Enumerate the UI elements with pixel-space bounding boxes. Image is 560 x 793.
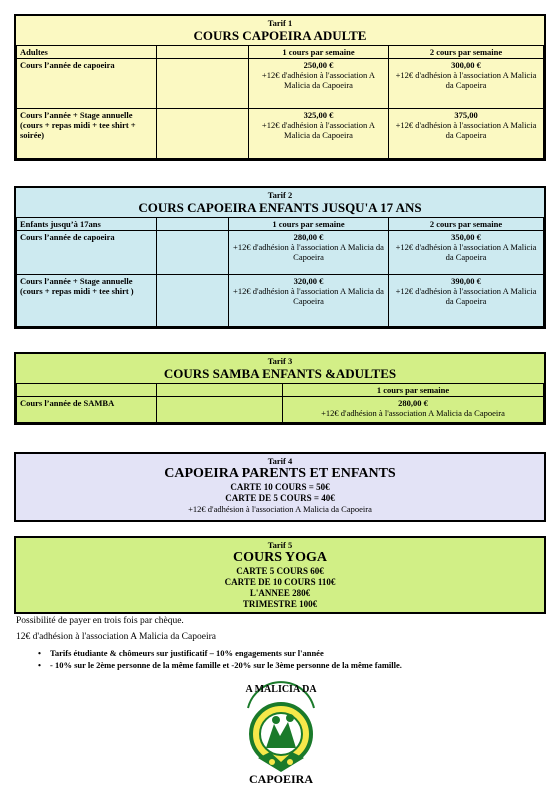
adhesion-note: +12€ d'adhésion à l'association A Malicia da Capoeira [395,120,537,140]
tarif1-col2: 2 cours par semaine [389,46,544,59]
tarif5-line2: CARTE DE 10 COURS 110€ [224,577,336,587]
price: 375,00 [454,110,478,120]
tarif5-title: COURS YOGA [233,550,327,565]
price: 390,00 € [451,276,481,286]
tarif4-title: CAPOEIRA PARENTS ET ENFANTS [164,466,396,481]
price: 280,00 € [398,398,428,408]
tarif3-block [14,352,546,425]
price: 280,00 € [293,232,324,242]
tarif4-line2: CARTE DE 5 COURS = 40€ [225,493,335,503]
tarif1-title: COURS CAPOEIRA ADULTE [193,28,367,43]
adhesion-note: +12€ d'adhésion à l'association A Malicia da Capoeira [395,70,537,90]
tarif4-block [14,452,546,522]
price: 325,00 € [303,110,334,120]
tarif4-note: +12€ d'adhésion à l'association A Malicia da Capoeira [188,504,372,514]
adhesion-note: +12€ d'adhésion à l'association A Malicia da Capoeira [395,286,537,306]
tarif4-label: Tarif 4 [267,456,293,466]
tarif2-block [14,186,546,329]
tarif2-row1-label: Cours l’année de capoeira [17,231,157,275]
payment-note: Possibilité de payer en trois fois par chèque. [16,616,184,626]
tarif2-col1: 1 cours par semaine [229,218,389,231]
adhesion-note: +12€ d'adhésion à l'association A Malicia da Capoeira [395,242,537,262]
discount-bullet-2: • - 10% sur le 2ème personne de la même famille et -20% sur le 3ème personne de la même famille. [50,660,402,670]
tarif5-line4: TRIMESTRE 100€ [242,599,318,609]
tarif3-table [16,383,544,423]
tarif1-row2-label: Cours l’année + Stage annuelle (cours + repas midi + tee shirt + soirée) [17,109,157,159]
tarif2-title: COURS CAPOEIRA ENFANTS JUSQU'A 17 ANS [138,200,422,215]
logo-bottom-text: CAPOEIRA [248,772,314,786]
tarif3-col1: 1 cours par semaine [283,384,544,397]
tarif1-table [16,45,544,159]
price: 320,00 € [293,276,324,286]
adhesion-line: 12€ d'adhésion à l'association A Malicia da Capoeira [16,632,216,642]
tarif1-col0: Adultes [17,46,157,59]
tarif5-block [14,536,546,614]
tarif1-row1-label: Cours l’année de capoeira [17,59,157,109]
adhesion-note: +12€ d'adhésion à l'association A Malicia da Capoeira [261,120,376,140]
price: 300,00 € [451,60,481,70]
logo-top-text: A MALICIA DA [245,684,317,695]
tarif5-line3: L'ANNEE 280€ [249,588,311,598]
tarif1-label: Tarif 1 [267,18,293,28]
tarif3-title: COURS SAMBA ENFANTS &ADULTES [163,366,397,381]
price: 250,00 € [303,60,334,70]
tarif3-row-label: Cours l’année de SAMBA [17,397,157,423]
tarif5-label: Tarif 5 [267,540,293,550]
logo-emblem-icon [236,676,326,788]
club-logo [236,676,326,788]
tarif2-col0: Enfants jusqu’à 17ans [17,218,157,231]
tarif3-label: Tarif 3 [267,356,293,366]
price: 350,00 € [451,232,481,242]
tarif1-col1: 1 cours par semaine [249,46,389,59]
tarif2-label: Tarif 2 [267,190,293,200]
adhesion-note: +12€ d'adhésion à l'association A Malicia da Capoeira [321,408,505,418]
adhesion-note: +12€ d'adhésion à l'association A Malicia da Capoeira [233,286,384,306]
discount-bullet-1: • Tarifs étudiante & chômeurs sur justificatif – 10% engagements sur l'année [50,648,324,658]
adhesion-note: +12€ d'adhésion à l'association A Malicia da Capoeira [261,70,376,90]
tarif2-col2: 2 cours par semaine [389,218,544,231]
tarif2-table [16,217,544,327]
tarif4-line1: CARTE 10 COURS = 50€ [230,482,330,492]
tarif2-row2-label: Cours l’année + Stage annuelle (cours + repas midi + tee shirt ) [17,275,157,327]
adhesion-note: +12€ d'adhésion à l'association A Malicia da Capoeira [233,242,384,262]
tarif1-block [14,14,546,161]
tarif5-line1: CARTE 5 COURS 60€ [236,566,324,576]
